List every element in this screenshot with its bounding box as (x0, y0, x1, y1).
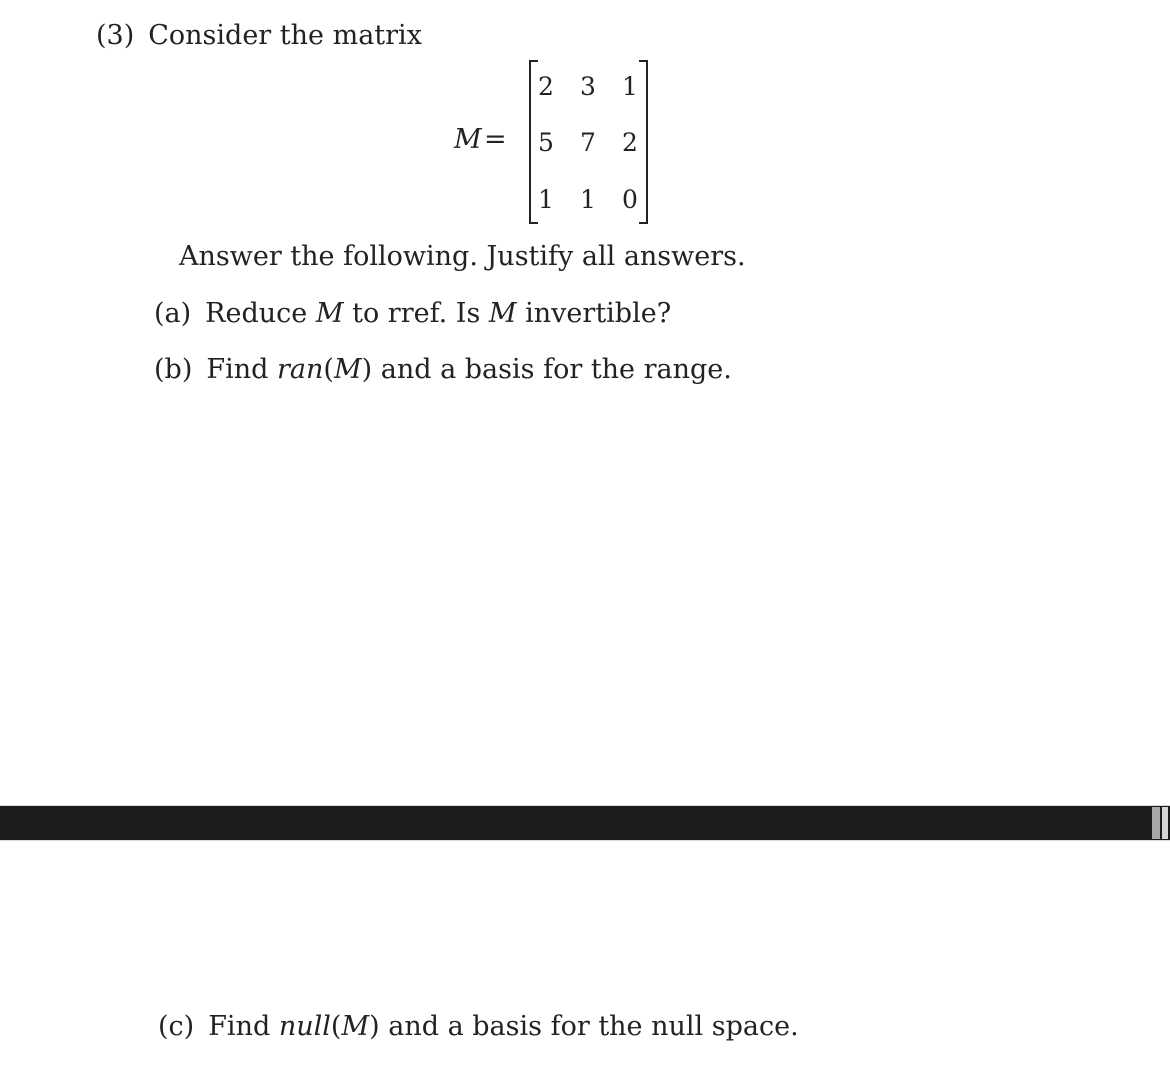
matrix-cell: 1 (538, 185, 554, 214)
scrollbar-track-edge (1162, 807, 1168, 839)
part-b-function: ran (277, 354, 324, 385)
part-b-text: Find (206, 354, 269, 385)
instructions: Answer the following. Justify all answers. (179, 241, 746, 272)
matrix-cell: 3 (580, 72, 596, 101)
part-b-text: and a basis for the range. (380, 354, 732, 385)
matrix-symbol: M (454, 124, 482, 155)
part-b: (b) Find ran(M) and a basis for the range. (154, 354, 732, 385)
scrollbar-thumb[interactable] (1152, 807, 1160, 839)
part-c-function: null (278, 1011, 331, 1042)
problem-heading (96, 20, 422, 52)
part-c-text: and a basis for the null space. (388, 1011, 799, 1042)
part-b-label: (b) (154, 354, 193, 385)
matrix-cell: 5 (538, 128, 554, 157)
matrix-cell: 1 (622, 72, 638, 101)
part-a-symbol: M (315, 298, 344, 329)
problem-number: (3) (96, 20, 135, 51)
part-b-argument: M (333, 354, 362, 385)
part-a (154, 298, 671, 330)
problem-intro: Consider the matrix (148, 20, 422, 51)
matrix-cell: 1 (580, 185, 596, 214)
part-a-text: to rref. Is (352, 298, 481, 329)
matrix-cell: 7 (580, 128, 596, 157)
page-divider-bar (0, 805, 1170, 841)
part-a-text: Reduce (205, 298, 308, 329)
matrix-cell: 2 (622, 128, 638, 157)
matrix-cell: 0 (622, 185, 638, 214)
part-a-text: invertible? (525, 298, 672, 329)
part-a-label: (a) (154, 298, 192, 329)
matrix-cell: 2 (538, 72, 554, 101)
part-a-symbol: M (488, 298, 517, 329)
part-c: (c) Find null(M) and a basis for the null space. (158, 1011, 799, 1042)
equals-sign: = (484, 124, 507, 155)
part-c-argument: M (341, 1011, 370, 1042)
part-c-text: Find (208, 1011, 271, 1042)
part-c-label: (c) (158, 1011, 195, 1042)
